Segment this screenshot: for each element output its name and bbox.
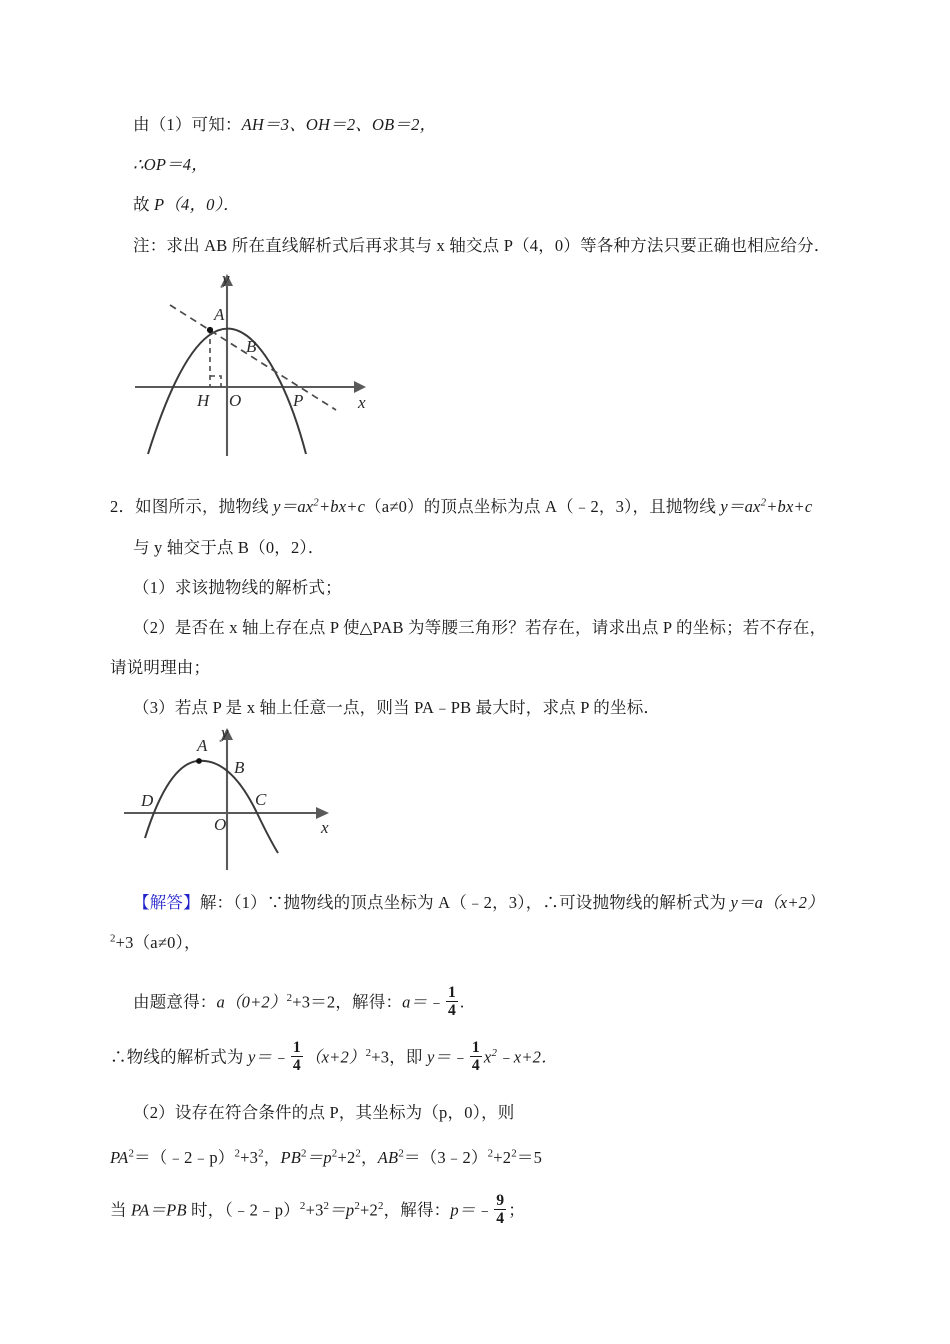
prev-solution-line-2 [133, 155, 208, 175]
solution-s5-pa-exp: 2 [128, 1147, 135, 1160]
figure-1-parabola-line-ab [130, 268, 380, 463]
figure1-label-A: A [214, 305, 225, 324]
figure1-right-angle-mark [210, 376, 221, 387]
problem-2-stem-a: 如图所示，抛物线 [135, 497, 274, 516]
solution-s5i: ＝5 [516, 1148, 543, 1167]
problem-2-question-2-line-2: 请说明理由； [110, 658, 211, 677]
problem-2-stem-c: A（﹣2，3），且抛物线 [544, 497, 721, 516]
figure2-label-C: C [255, 790, 267, 809]
solution-s5h: +2 [493, 1148, 512, 1167]
solution-fraction-one-quarter-2 [291, 1040, 303, 1075]
solution-s1a: ∵抛物线的顶点坐标为 [266, 893, 439, 912]
solution-s6-exp3: 2 [354, 1199, 360, 1212]
solution-s3g: ﹣x+2． [497, 1047, 558, 1067]
figure2-label-O: O [214, 815, 227, 834]
solution-s5e: +2 [337, 1148, 356, 1167]
prev-solution-point-p: P（4，0）． [154, 195, 240, 214]
fraction-denominator: 4 [448, 1002, 457, 1020]
solution-s5h-exp: 2 [511, 1147, 517, 1160]
figure2-label-y-axis: y [221, 723, 229, 742]
problem-2-question-3: （3）若点 P 是 x 轴上任意一点，则当 PA﹣PB 最大时，求点 P 的坐标． [133, 698, 661, 717]
solution-s5-ab-exp: 2 [398, 1147, 404, 1160]
problem-2-question-2-line-1: （2）是否在 x 轴上存在点 P 使△PAB 为等腰三角形？若存在，请求出点 P 的坐标；若不存在， [133, 618, 827, 637]
solution-line-4: （2）设存在符合条件的点 P，其坐标为（p，0），则 [133, 1103, 515, 1122]
solution-fraction-nine-quarters [494, 1193, 506, 1228]
figure1-label-B: B [246, 337, 257, 356]
solution-line-5 [110, 1148, 542, 1168]
figure1-label-P: P [293, 391, 304, 410]
solution-s6-exp1: 2 [299, 1199, 306, 1212]
prev-solution-note: 注：求出 AB 所在直线解析式后再求其与 x 轴交点 P（4，0）等各种方法只要正确也相应给分． [133, 236, 831, 255]
prev-solution-line-1 [133, 115, 436, 135]
figure1-label-y-axis: y [222, 269, 230, 288]
solution-s5-pa: PA [110, 1148, 129, 1167]
solution-s2d: a＝﹣ [402, 992, 444, 1012]
prev-solution-line-1-values: AH＝3、OH＝2、OB＝2， [241, 115, 437, 134]
solution-s1b: A（﹣2，3），∴可设抛物线的解析式为 [438, 893, 731, 912]
solution-s3b: y＝﹣ [247, 1047, 289, 1067]
figure-2-parabola-abcd [118, 718, 358, 873]
figure1-label-O: O [229, 391, 242, 410]
figure2-point-A-dot [196, 758, 202, 764]
solution-s5e-exp: 2 [355, 1147, 362, 1160]
solution-s2c: +3＝2，解得： [292, 992, 403, 1012]
figure1-x-axis [135, 381, 366, 393]
fraction-numerator: 9 [496, 1191, 505, 1209]
figure2-y-axis [221, 728, 233, 870]
figure2-label-A: A [197, 736, 208, 755]
problem-2-stem-b: （a≠0）的顶点坐标为点 [365, 497, 545, 516]
fraction-denominator: 4 [292, 1057, 301, 1075]
solution-s6e: ＝p [329, 1200, 355, 1220]
prev-solution-line-1-prefix: 由（1）可知： [133, 115, 242, 134]
solution-line-1 [133, 893, 824, 913]
solution-fraction-one-quarter [446, 985, 458, 1020]
solution-s5-pb-exp: 2 [301, 1147, 307, 1160]
problem-2-number-and-stem [110, 497, 812, 517]
solution-line-2 [133, 985, 464, 1020]
problem-2-equation-2: y＝ax [720, 497, 761, 516]
solution-s2-end: . [460, 992, 465, 1012]
solution-s3c: （x+2） [304, 1047, 366, 1067]
solution-s6a: 当 [110, 1200, 132, 1220]
solution-s5c: ， [263, 1148, 281, 1167]
solution-line-6 [110, 1193, 525, 1228]
solution-s2a: 由题意得： [133, 992, 217, 1012]
solution-s3f-exponent: 2 [491, 1046, 498, 1059]
problem-2-stem-line-2: 与 y 轴交于点 B（0，2）． [133, 538, 325, 557]
figure1-y-axis [221, 274, 233, 456]
solution-s2b: a（0+2） [216, 992, 287, 1012]
figure1-point-A-dot [207, 327, 213, 333]
fraction-numerator: 1 [292, 1038, 301, 1056]
solution-s1-wrap: +3（a≠0）， [115, 933, 201, 952]
problem-2-question-1: （1）求该抛物线的解析式； [133, 578, 342, 597]
solution-s6d: +3 [305, 1200, 324, 1220]
prev-solution-line-3-prefix: 故 [133, 195, 155, 214]
problem-2-equation-1b: +bx+c [318, 497, 366, 516]
solution-s3e: y＝﹣ [426, 1047, 468, 1067]
solution-s5b: +3 [240, 1148, 259, 1167]
solution-s6c: 时，（﹣2﹣p） [186, 1200, 300, 1220]
solution-s6-exp2: 2 [323, 1199, 330, 1212]
fraction-denominator: 4 [496, 1210, 505, 1228]
problem-2-equation-1-exponent: 2 [313, 496, 319, 509]
solution-s5d: ＝p [306, 1148, 332, 1167]
solution-s3f: x [483, 1047, 492, 1067]
fraction-denominator: 4 [471, 1057, 480, 1075]
solution-s3a: ∴物线的解析式为 [110, 1047, 248, 1067]
problem-2-number: 2． [110, 497, 136, 516]
problem-2-equation-1: y＝ax [273, 497, 314, 516]
solution-line-1-wrap [110, 933, 201, 953]
solution-s5a-exp: 2 [234, 1147, 241, 1160]
solution-s5-pb: PB [280, 1148, 301, 1167]
solution-fraction-one-quarter-3 [470, 1040, 482, 1075]
solution-s1c-equation: y＝a（x+2） [730, 893, 824, 912]
figure2-label-D: D [141, 791, 154, 810]
solution-s5f: ， [361, 1148, 378, 1167]
solution-s6-exp4: 2 [377, 1199, 384, 1212]
solution-s2-exponent: 2 [286, 991, 293, 1004]
figure1-label-x-axis: x [358, 393, 366, 412]
solution-s1-wrap-exponent: 2 [110, 932, 116, 945]
solution-s3-exponent: 2 [365, 1046, 372, 1059]
solution-s5d-exp: 2 [331, 1147, 338, 1160]
solution-tag: 【解答】 [133, 893, 200, 912]
solution-s5b-exp: 2 [258, 1147, 264, 1160]
solution-line-3 [110, 1040, 558, 1075]
figure2-label-B: B [234, 758, 245, 777]
problem-2-equation-2b: +bx+c [766, 497, 813, 516]
prev-solution-line-3 [133, 195, 240, 215]
figure1-dashed-secant-AB [170, 305, 336, 410]
solution-s5-ab: AB [377, 1148, 399, 1167]
solution-s6b: PA＝PB [131, 1200, 187, 1220]
prev-solution-op-value: ∴OP＝4， [133, 155, 208, 174]
solution-intro: 解：（1） [199, 893, 267, 912]
solution-s6f: +2 [359, 1200, 378, 1220]
figure1-label-H: H [197, 391, 210, 410]
solution-s6g: ，解得： [383, 1200, 451, 1220]
solution-s5a: ＝（﹣2﹣p） [134, 1148, 235, 1167]
solution-s5g: ＝（3﹣2） [403, 1148, 488, 1167]
problem-2-equation-2-exponent: 2 [760, 496, 767, 509]
fraction-numerator: 1 [448, 983, 457, 1001]
solution-s3d: +3，即 [371, 1047, 427, 1067]
figure2-label-x-axis: x [321, 818, 329, 837]
solution-s5g-exp: 2 [487, 1147, 494, 1160]
solution-s6h: p＝﹣ [450, 1200, 493, 1220]
solution-s6-end: ； [508, 1200, 525, 1220]
fraction-numerator: 1 [471, 1038, 480, 1056]
